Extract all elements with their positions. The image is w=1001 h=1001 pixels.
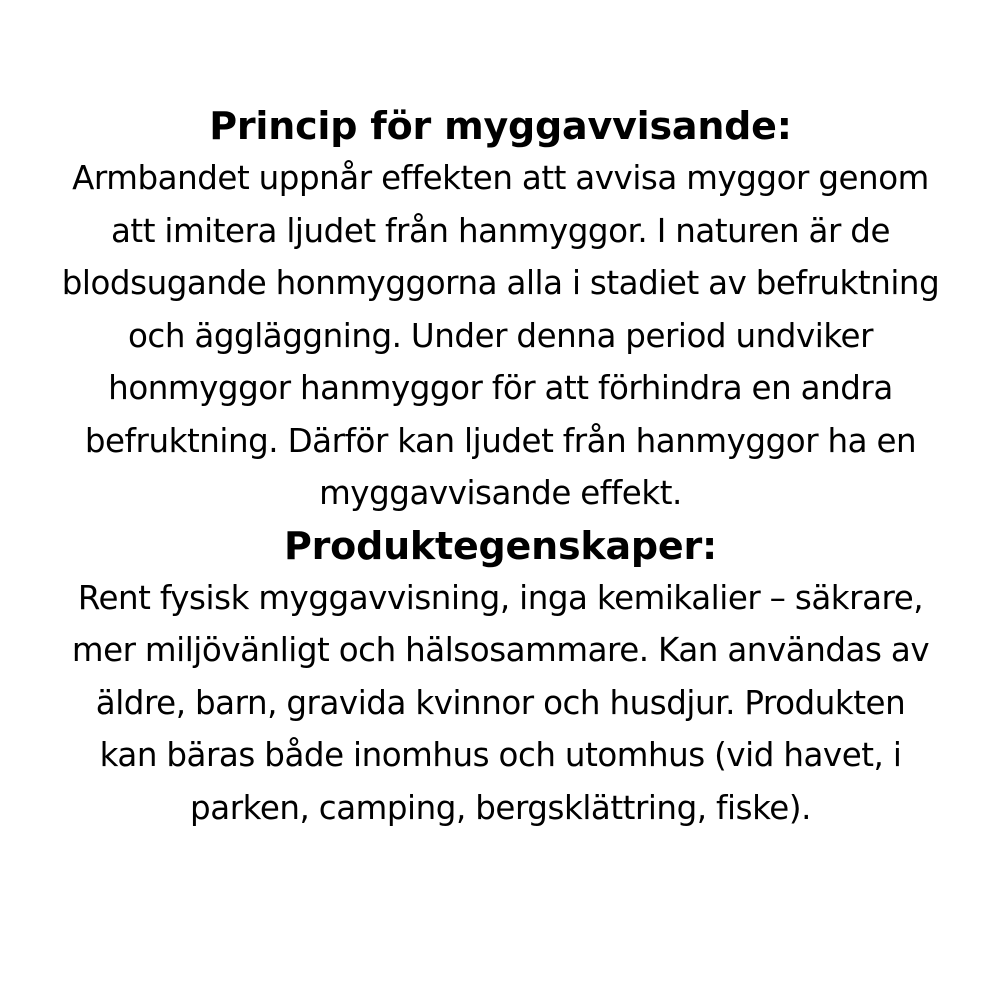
document-page xyxy=(0,100,1001,834)
text-line: att imitera ljudet från hanmyggor. I naturen är de xyxy=(110,211,891,250)
paragraph-repellent-principle xyxy=(0,152,1001,520)
text-line: Rent fysisk myggavvisning, inga kemikalier – säkrare, xyxy=(77,578,924,617)
text-line: parken, camping, bergsklättring, fiske). xyxy=(190,788,811,827)
heading-product-features: Produktegenskaper: xyxy=(283,523,718,568)
text-line: och äggläggning. Under denna period undviker xyxy=(127,316,874,355)
text-line: mer miljövänligt och hälsosammare. Kan användas av xyxy=(71,631,930,669)
text-line: kan bäras både inomhus och utomhus (vid havet, i xyxy=(99,736,902,774)
heading-repellent-principle: Princip för myggavvisande: xyxy=(209,104,792,148)
text-line: befruktning. Därför kan ljudet från hanmyggor ha en xyxy=(84,421,917,460)
text-line: Armbandet uppnår effekten att avvisa myggor genom xyxy=(72,159,929,197)
text-line: blodsugande honmyggorna alla i stadiet av befruktning xyxy=(61,264,940,302)
text-line: äldre, barn, gravida kvinnor och husdjur. Produkten xyxy=(95,683,906,722)
text-line: myggavvisande effekt. xyxy=(319,474,682,512)
paragraph-product-features xyxy=(0,572,1001,835)
text-line: honmyggor hanmyggor för att förhindra en andra xyxy=(108,369,893,407)
